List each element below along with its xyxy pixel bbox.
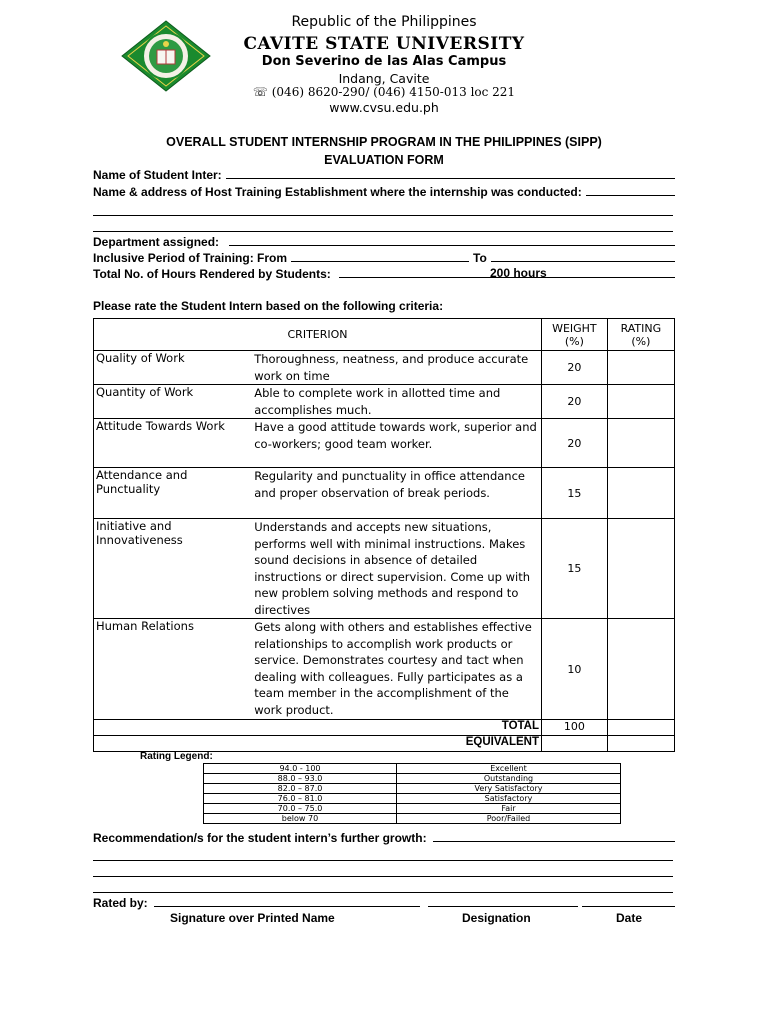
department-line[interactable]: [229, 245, 675, 246]
legend-range: 94.0 - 100: [204, 764, 397, 774]
criterion-weight: 15: [542, 468, 608, 519]
weight-header: WEIGHT (%): [542, 319, 608, 351]
header-republic: Republic of the Philippines: [291, 14, 477, 30]
equivalent-rating-cell[interactable]: [607, 736, 674, 752]
criterion-weight: 20: [542, 419, 608, 468]
form-title: OVERALL STUDENT INTERNSHIP PROGRAM IN THE PHILIPPINES (SIPP): [166, 135, 602, 149]
rated-by-field[interactable]: [93, 894, 675, 910]
rating-cell[interactable]: [607, 419, 674, 468]
host-line-3[interactable]: [93, 231, 673, 232]
table-row: [94, 519, 675, 619]
recommendation-line[interactable]: [433, 841, 675, 842]
recommendation-line-3[interactable]: [93, 876, 673, 877]
legend-row: [204, 774, 621, 784]
rating-cell[interactable]: [607, 385, 674, 419]
legend-range: 76.0 – 81.0: [204, 794, 397, 804]
criterion-description: Have a good attitude towards work, superior and co-workers; good team worker.: [232, 419, 541, 468]
rating-legend-table: [203, 763, 621, 824]
total-row: [94, 720, 675, 736]
criterion-name: Quantity of Work: [94, 385, 233, 419]
legend-desc: Excellent: [397, 764, 621, 774]
total-rating-cell[interactable]: [607, 720, 674, 736]
criterion-name: Attendance and Punctuality: [94, 468, 233, 519]
student-name-field[interactable]: [93, 166, 675, 182]
rated-by-label: Rated by:: [93, 896, 148, 910]
rate-instructions: Please rate the Student Intern based on the following criteria:: [93, 299, 444, 313]
legend-range: 82.0 – 87.0: [204, 784, 397, 794]
period-from-line[interactable]: [291, 261, 469, 262]
criterion-name: Quality of Work: [94, 351, 233, 385]
header-phone: [0, 85, 768, 99]
table-row: [94, 351, 675, 385]
form-subtitle: EVALUATION FORM: [324, 153, 444, 167]
total-label: TOTAL: [94, 720, 542, 736]
host-label: Name & address of Host Training Establishment where the internship was conducted:: [93, 185, 582, 199]
legend-row: [204, 794, 621, 804]
table-row: [94, 468, 675, 519]
department-label: Department assigned:: [93, 235, 220, 249]
host-field[interactable]: [93, 183, 675, 199]
phone-icon: ☏: [252, 85, 268, 99]
legend-range: 88.0 – 93.0: [204, 774, 397, 784]
designation-caption: Designation: [462, 911, 531, 925]
legend-desc: Poor/Failed: [397, 814, 621, 824]
student-name-line[interactable]: [226, 178, 675, 179]
host-line[interactable]: [586, 195, 675, 196]
period-to-label: To: [473, 251, 487, 265]
table-row: [94, 619, 675, 720]
rating-cell[interactable]: [607, 619, 674, 720]
legend-desc: Very Satisfactory: [397, 784, 621, 794]
legend-range: below 70: [204, 814, 397, 824]
header-website: www.cvsu.edu.ph: [329, 100, 439, 115]
header-campus: Don Severino de las Alas Campus: [261, 54, 507, 69]
legend-title: Rating Legend:: [140, 751, 213, 762]
hours-field[interactable]: [93, 265, 675, 281]
recommendation-line-4[interactable]: [93, 892, 673, 893]
hours-value: 200 hours: [490, 266, 547, 280]
criterion-header: CRITERION: [94, 319, 542, 351]
total-value: 100: [542, 720, 608, 736]
signature-caption: Signature over Printed Name: [170, 911, 335, 925]
rating-cell[interactable]: [607, 468, 674, 519]
host-line-2[interactable]: [93, 215, 673, 216]
criterion-description: Able to complete work in allotted time and accomplishes much.: [232, 385, 541, 419]
table-header-row: [94, 319, 675, 351]
criterion-description: Gets along with others and establishes effective relationships to accomplish work products or service. Demonstrates courtesy and tact when dealing with colleagues. Fully participates as a team member in the accomplishment of the work product.: [232, 619, 541, 720]
criterion-description: Thoroughness, neatness, and produce accurate work on time: [232, 351, 541, 385]
hours-label: Total No. of Hours Rendered by Students:: [93, 267, 331, 281]
criterion-weight: 20: [542, 351, 608, 385]
header-town: Indang, Cavite: [338, 71, 430, 86]
designation-line[interactable]: [428, 906, 578, 907]
equivalent-weight-cell: [542, 736, 608, 752]
period-field[interactable]: [93, 249, 675, 265]
criterion-weight: 20: [542, 385, 608, 419]
rating-cell[interactable]: [607, 351, 674, 385]
signature-line[interactable]: [154, 906, 420, 907]
criterion-name: Initiative and Innovativeness: [94, 519, 233, 619]
legend-desc: Outstanding: [397, 774, 621, 784]
recommendation-field[interactable]: [93, 829, 675, 845]
student-name-label: Name of Student Inter:: [93, 168, 222, 182]
legend-desc: Satisfactory: [397, 794, 621, 804]
legend-row: [204, 784, 621, 794]
table-row: [94, 419, 675, 468]
date-line[interactable]: [582, 906, 675, 907]
legend-row: [204, 764, 621, 774]
criterion-name: Attitude Towards Work: [94, 419, 233, 468]
period-from-label: Inclusive Period of Training: From: [93, 251, 288, 265]
date-caption: Date: [616, 911, 643, 925]
criterion-description: Regularity and punctuality in office attendance and proper observation of break periods.: [232, 468, 541, 519]
rating-header: RATING (%): [607, 319, 674, 351]
equivalent-row: [94, 736, 675, 752]
equivalent-label: EQUIVALENT: [94, 736, 542, 752]
criterion-description: Understands and accepts new situations, performs well with minimal instructions. Makes sound decisions in absence of detailed instructions or direct supervision. Come up with new problem solving methods and respond to directives: [232, 519, 541, 619]
header-phone-number: (046) 8620-290/ (046) 4150-013 loc 221: [267, 85, 516, 99]
recommendation-label: Recommendation/s for the student intern’s further growth:: [93, 831, 427, 845]
rating-cell[interactable]: [607, 519, 674, 619]
department-field[interactable]: [93, 233, 675, 249]
header-university: CAVITE STATE UNIVERSITY: [243, 34, 525, 54]
legend-desc: Fair: [397, 804, 621, 814]
period-to-line[interactable]: [491, 261, 675, 262]
criterion-name: Human Relations: [94, 619, 233, 720]
legend-row: [204, 814, 621, 824]
criteria-table: [93, 318, 675, 752]
legend-range: 70.0 – 75.0: [204, 804, 397, 814]
table-row: [94, 385, 675, 419]
criterion-weight: 15: [542, 519, 608, 619]
legend-row: [204, 804, 621, 814]
recommendation-line-2[interactable]: [93, 860, 673, 861]
criterion-weight: 10: [542, 619, 608, 720]
